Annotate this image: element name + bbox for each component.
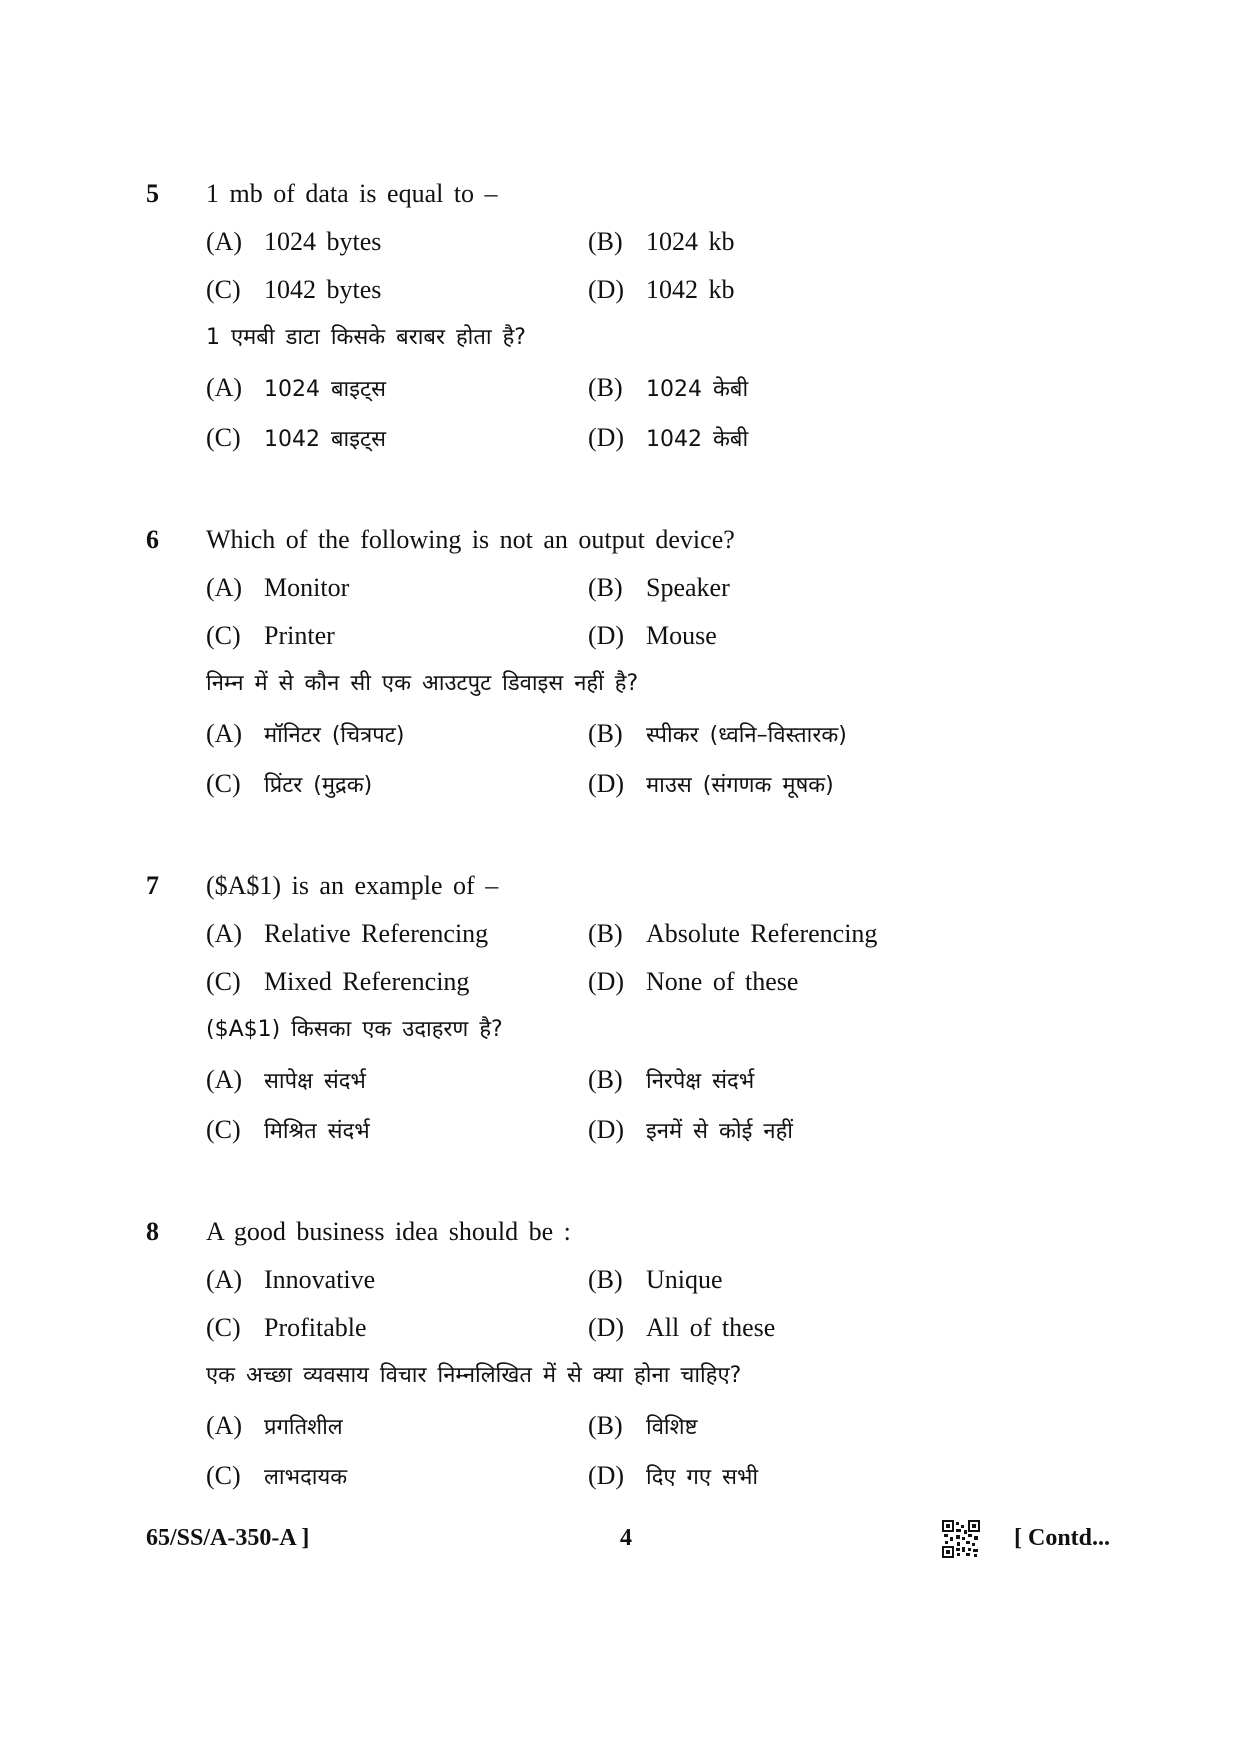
option-text: लाभदायक	[264, 1465, 348, 1490]
option-letter: (D)	[588, 967, 625, 996]
option-b-hindi	[588, 370, 748, 408]
option-text: सापेक्ष संदर्भ	[264, 1069, 366, 1094]
question-text-hindi: एक अच्छा व्यवसाय विचार निम्नलिखित में से क्या होना चाहिए?	[206, 1363, 742, 1388]
option-a-hindi	[206, 370, 386, 408]
option-text: Profitable	[264, 1313, 367, 1342]
option-c-english	[206, 618, 335, 654]
option-d-hindi	[588, 1458, 758, 1496]
option-d-english	[588, 618, 717, 654]
option-text: 1024 bytes	[264, 227, 382, 256]
option-b-hindi	[588, 716, 847, 754]
option-a-hindi	[206, 1408, 343, 1446]
option-d-english	[588, 1310, 775, 1346]
option-letter: (B)	[588, 1065, 623, 1094]
question-number: 6	[146, 525, 159, 554]
option-text: 1024 केबी	[646, 377, 749, 402]
option-letter: (D)	[588, 1461, 625, 1490]
option-text: Unique	[646, 1265, 723, 1294]
option-letter: (D)	[588, 621, 625, 650]
option-letter: (B)	[588, 719, 623, 748]
option-c-english	[206, 964, 469, 1000]
option-text: Monitor	[264, 573, 350, 602]
option-d-hindi	[588, 766, 834, 804]
option-letter: (B)	[588, 1411, 623, 1440]
option-letter: (B)	[588, 919, 623, 948]
option-a-english	[206, 916, 488, 952]
option-b-english	[588, 916, 877, 952]
option-d-hindi	[588, 420, 748, 458]
option-c-hindi	[206, 1458, 347, 1496]
option-text: 1024 बाइट्स	[264, 377, 387, 402]
option-letter: (B)	[588, 573, 623, 602]
option-text: विशिष्ट	[646, 1415, 698, 1440]
option-b-english	[588, 1262, 723, 1298]
option-text: Mixed Referencing	[264, 967, 470, 996]
option-c-english	[206, 1310, 367, 1346]
option-letter: (C)	[206, 275, 241, 304]
option-d-hindi	[588, 1112, 793, 1150]
option-b-english	[588, 570, 730, 606]
continued-label: [ Contd...	[1014, 1525, 1111, 1551]
question-text-english: A good business idea should be :	[206, 1217, 571, 1246]
option-letter: (A)	[206, 719, 243, 748]
option-letter: (C)	[206, 621, 241, 650]
qr-code-icon	[942, 1520, 980, 1558]
paper-code: 65/SS/A-350-A ]	[146, 1525, 310, 1551]
option-letter: (A)	[206, 573, 243, 602]
option-b-english	[588, 224, 735, 260]
option-letter: (B)	[588, 1265, 623, 1294]
question-text-english: 1 mb of data is equal to –	[206, 179, 498, 208]
question-text-hindi: निम्न में से कौन सी एक आउटपुट डिवाइस नहीं है?	[206, 671, 639, 696]
option-letter: (C)	[206, 769, 241, 798]
option-text: दिए गए सभी	[646, 1465, 759, 1490]
option-text: 1024 kb	[646, 227, 735, 256]
option-letter: (A)	[206, 373, 243, 402]
option-text: Mouse	[646, 621, 717, 650]
option-letter: (D)	[588, 275, 625, 304]
option-text: प्रगतिशील	[264, 1415, 343, 1440]
question-number: 5	[146, 179, 159, 208]
option-letter: (D)	[588, 1115, 625, 1144]
option-b-hindi	[588, 1408, 697, 1446]
option-a-hindi	[206, 1062, 366, 1100]
option-text: Printer	[264, 621, 335, 650]
option-d-english	[588, 272, 735, 308]
option-text: 1042 केबी	[646, 427, 749, 452]
option-letter: (B)	[588, 373, 623, 402]
question-text-english: Which of the following is not an output device?	[206, 525, 735, 554]
option-a-english	[206, 570, 349, 606]
option-text: प्रिंटर (मुद्रक)	[264, 773, 373, 798]
option-text: स्पीकर (ध्वनि–विस्तारक)	[646, 723, 847, 748]
option-text: Speaker	[646, 573, 730, 602]
option-c-hindi	[206, 1112, 370, 1150]
option-letter: (A)	[206, 1065, 243, 1094]
option-text: All of these	[646, 1313, 776, 1342]
option-a-english	[206, 224, 381, 260]
option-text: मिश्रित संदर्भ	[264, 1119, 370, 1144]
option-letter: (D)	[588, 423, 625, 452]
question-text-english: ($A$1) is an example of –	[206, 871, 499, 900]
option-letter: (A)	[206, 1265, 243, 1294]
option-letter: (A)	[206, 919, 243, 948]
question-number: 7	[146, 871, 159, 900]
option-text: Innovative	[264, 1265, 376, 1294]
option-letter: (A)	[206, 1411, 243, 1440]
question-text-hindi: ($A$1) किसका एक उदाहरण है?	[206, 1017, 503, 1042]
option-text: 1042 बाइट्स	[264, 427, 387, 452]
option-text: 1042 bytes	[264, 275, 382, 304]
option-letter: (C)	[206, 1313, 241, 1342]
option-a-hindi	[206, 716, 404, 754]
option-c-hindi	[206, 766, 372, 804]
question-text-hindi: 1 एमबी डाटा किसके बराबर होता है?	[206, 325, 526, 350]
option-letter: (A)	[206, 227, 243, 256]
option-text: 1042 kb	[646, 275, 735, 304]
option-letter: (C)	[206, 423, 241, 452]
option-letter: (D)	[588, 769, 625, 798]
option-a-english	[206, 1262, 375, 1298]
option-text: Absolute Referencing	[646, 919, 878, 948]
option-text: निरपेक्ष संदर्भ	[646, 1069, 755, 1094]
option-d-english	[588, 964, 798, 1000]
page-number: 4	[620, 1525, 632, 1551]
option-letter: (D)	[588, 1313, 625, 1342]
option-text: Relative Referencing	[264, 919, 489, 948]
option-letter: (B)	[588, 227, 623, 256]
option-letter: (C)	[206, 1115, 241, 1144]
option-letter: (C)	[206, 967, 241, 996]
option-text: मॉनिटर (चित्रपट)	[264, 723, 405, 748]
option-c-english	[206, 272, 381, 308]
option-letter: (C)	[206, 1461, 241, 1490]
option-text: None of these	[646, 967, 799, 996]
page-footer	[0, 1520, 1240, 1560]
option-b-hindi	[588, 1062, 754, 1100]
option-text: माउस (संगणक मूषक)	[646, 773, 834, 798]
option-c-hindi	[206, 420, 386, 458]
question-number: 8	[146, 1217, 159, 1246]
option-text: इनमें से कोई नहीं	[646, 1119, 794, 1144]
